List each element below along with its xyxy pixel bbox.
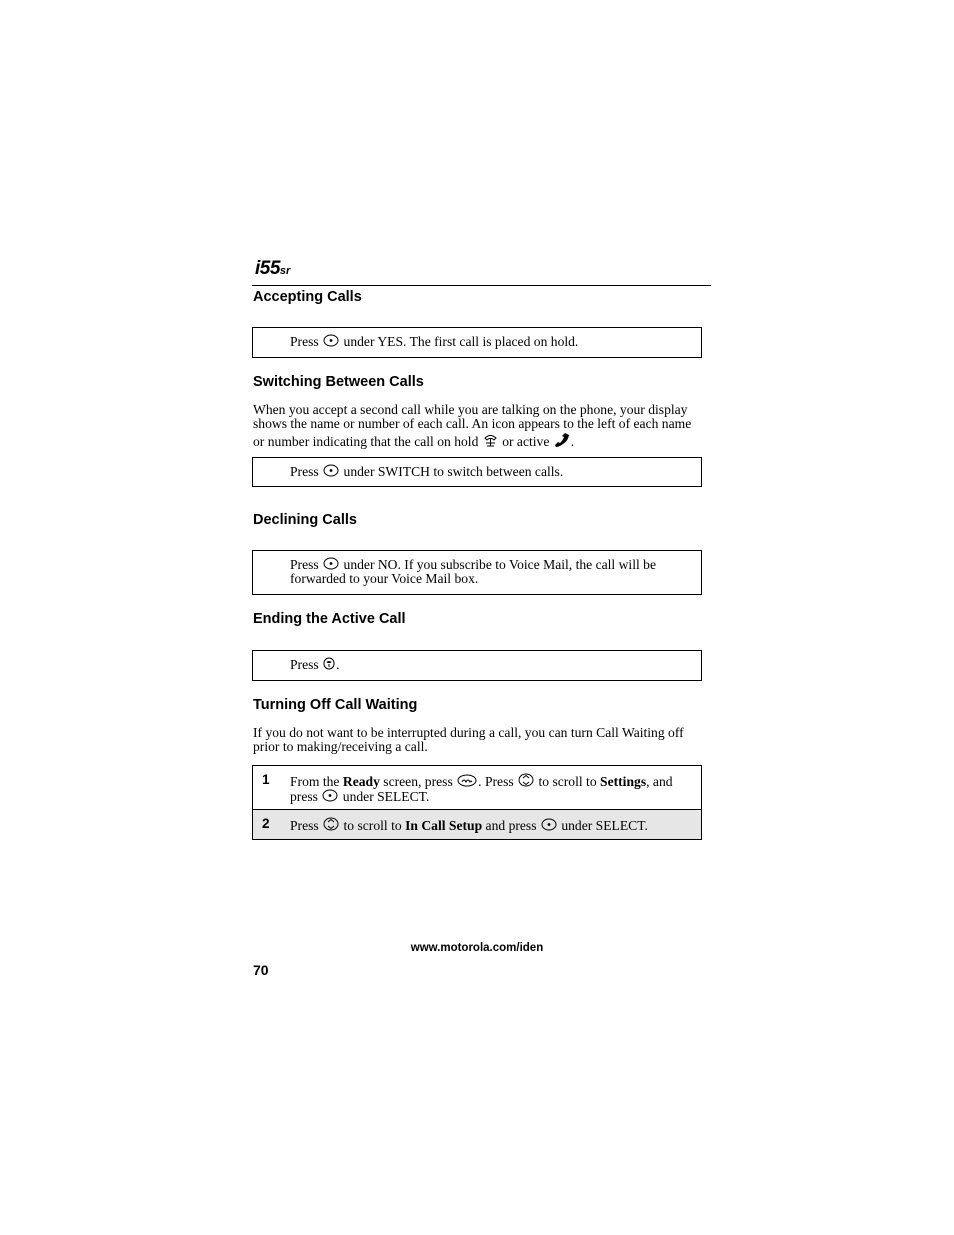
step-text: From the Ready screen, press . Press to scroll to Settings, and press under SELECT.	[290, 774, 673, 805]
instruction-text: Press under NO. If you subscribe to Voice Mail, the call will be forwarded to your Voice Mail box.	[290, 557, 656, 587]
instruction-text: Press under YES. The first call is placed on hold.	[290, 334, 579, 349]
option-key-icon	[323, 334, 339, 347]
logo-main: i55	[255, 258, 280, 279]
step-row	[253, 810, 701, 839]
step-text: Press to scroll to In Call Setup and press under SELECT.	[290, 818, 648, 833]
call-on-hold-icon	[483, 433, 498, 447]
footer-url: www.motorola.com/iden	[410, 942, 544, 954]
header-rule	[252, 285, 711, 286]
heading-switching-between-calls: Switching Between Calls	[253, 374, 424, 390]
heading-ending-active-call: Ending the Active Call	[253, 611, 406, 627]
active-call-icon	[554, 432, 570, 447]
turning-off-paragraph: If you do not want to be interrupted during a call, you can turn Call Waiting off prior to making/receiving a call.	[253, 725, 684, 755]
instruction-box-declining	[252, 550, 702, 595]
page-number: 70	[253, 962, 269, 978]
heading-accepting-calls: Accepting Calls	[253, 289, 362, 305]
logo	[255, 259, 290, 281]
heading-declining-calls: Declining Calls	[253, 512, 357, 528]
instruction-text: Press .	[290, 657, 340, 672]
navigation-key-icon	[518, 773, 534, 787]
instruction-box-accepting	[252, 327, 702, 358]
menu-key-icon	[457, 774, 477, 787]
steps-table	[252, 765, 702, 840]
option-key-icon	[323, 557, 339, 570]
navigation-key-icon	[323, 817, 339, 831]
option-key-icon	[541, 818, 557, 831]
switching-paragraph: When you accept a second call while you are talking on the phone, your display shows the name or number of each call. An icon appears to the left of each name or number indicating that the call on hold or active .	[253, 402, 692, 449]
option-key-icon	[322, 789, 338, 802]
end-key-icon	[323, 657, 335, 670]
option-key-icon	[323, 464, 339, 477]
heading-turning-off-call-waiting: Turning Off Call Waiting	[253, 697, 418, 713]
instruction-box-switching	[252, 457, 702, 487]
instruction-box-ending	[252, 650, 702, 681]
logo-sub: sr	[279, 265, 291, 277]
instruction-text: Press under SWITCH to switch between calls.	[290, 464, 564, 479]
step-number: 2	[262, 816, 270, 831]
step-number: 1	[262, 772, 270, 787]
step-row	[253, 766, 701, 810]
